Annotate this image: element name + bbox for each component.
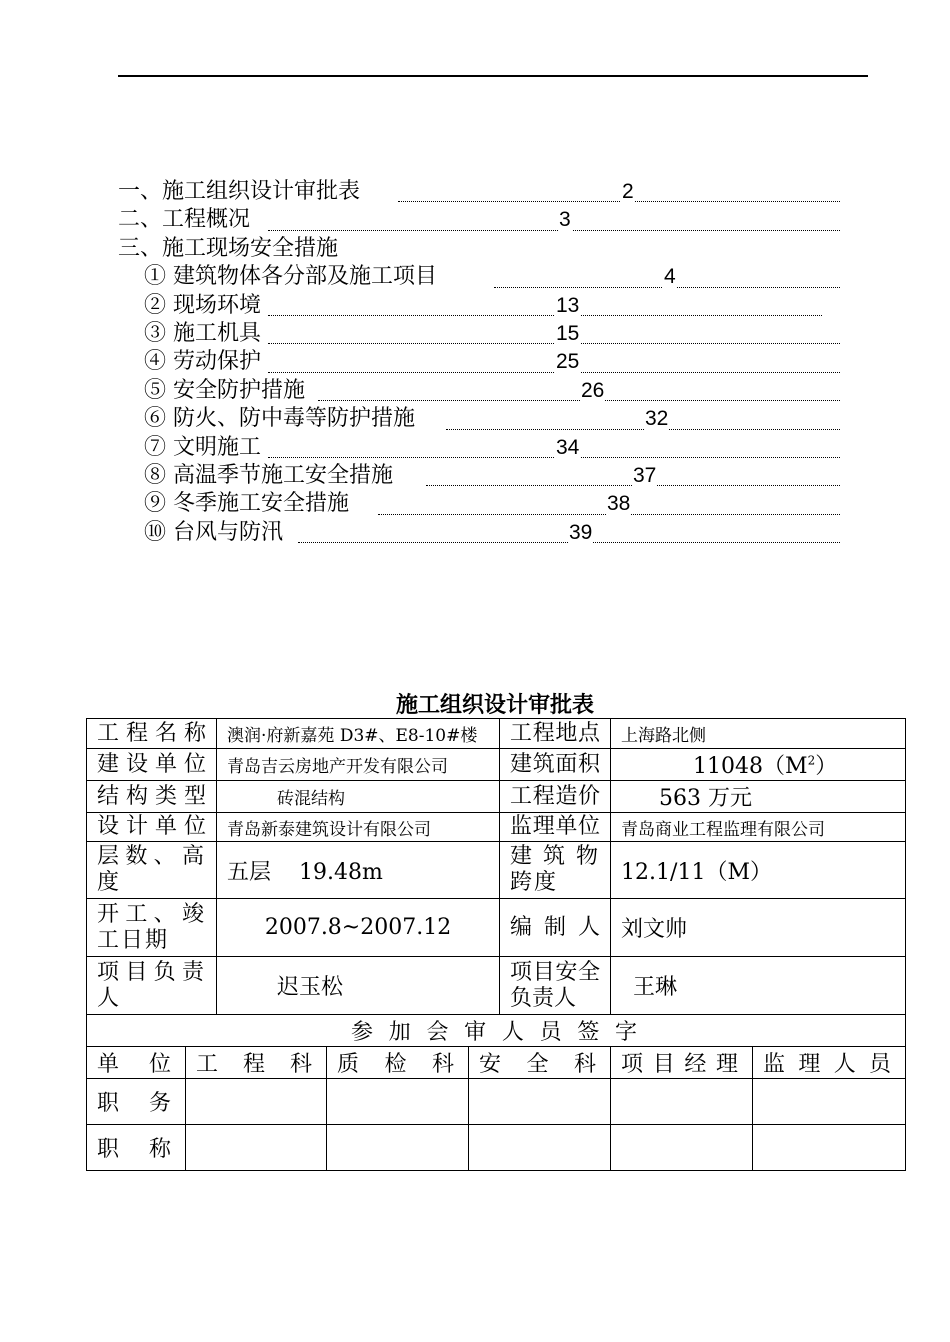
approval-table bbox=[86, 718, 906, 1171]
area-label: 建筑面积 bbox=[500, 749, 611, 781]
row-title: 职称 bbox=[87, 1125, 186, 1171]
safety-value: 王琳 bbox=[611, 957, 906, 1015]
table-of-contents bbox=[118, 178, 840, 547]
dates-label: 开工、竣工日期 bbox=[87, 899, 217, 957]
table-row bbox=[87, 842, 906, 899]
col-quality: 质检科 bbox=[327, 1047, 469, 1079]
col-unit: 单位 bbox=[87, 1047, 186, 1079]
toc-page-number: 32 bbox=[644, 405, 669, 433]
safety-label: 项目安全负责人 bbox=[500, 957, 611, 1015]
structure-label: 结构类型 bbox=[87, 781, 217, 813]
project-name-value: 澳润·府新嘉苑 D3#、E8-10#楼 bbox=[217, 719, 500, 749]
toc-entry-label: ③ 施工机具 bbox=[144, 320, 261, 346]
toc-leader-dots bbox=[268, 230, 840, 231]
sign-cell[interactable] bbox=[327, 1125, 469, 1171]
sign-cell[interactable] bbox=[753, 1125, 906, 1171]
toc-entry[interactable] bbox=[118, 405, 840, 433]
toc-leader-dots bbox=[268, 457, 840, 458]
toc-leader-dots bbox=[446, 429, 840, 430]
pm-value: 迟玉松 bbox=[217, 957, 500, 1015]
toc-entry[interactable] bbox=[118, 206, 840, 234]
toc-entry[interactable] bbox=[118, 348, 840, 376]
table-row bbox=[87, 781, 906, 813]
location-value: 上海路北侧 bbox=[611, 719, 906, 749]
toc-entry-label: 三、施工现场安全措施 bbox=[118, 235, 339, 261]
toc-entry-label: ⑤ 安全防护措施 bbox=[144, 377, 305, 403]
table-row bbox=[87, 1079, 906, 1125]
project-name-label: 工程名称 bbox=[87, 719, 217, 749]
toc-entry-label: ⑦ 文明施工 bbox=[144, 434, 261, 460]
structure-value: 砖混结构 bbox=[217, 781, 500, 813]
sign-cell[interactable] bbox=[611, 1079, 753, 1125]
toc-entry-label: ⑧ 高温季节施工安全措施 bbox=[144, 462, 393, 488]
builder-value: 青岛吉云房地产开发有限公司 bbox=[217, 749, 500, 781]
author-value: 刘文帅 bbox=[611, 899, 906, 957]
dates-value: 2007.8~2007.12 bbox=[217, 899, 500, 957]
toc-entry[interactable] bbox=[118, 292, 840, 320]
toc-page-number: 15 bbox=[555, 320, 580, 348]
toc-entry-label: 二、工程概况 bbox=[118, 207, 251, 233]
toc-entry-label: ② 现场环境 bbox=[144, 292, 261, 318]
col-safety: 安全科 bbox=[469, 1047, 611, 1079]
floors-label: 层数、高度 bbox=[87, 842, 217, 899]
area-number: 11048（M bbox=[693, 754, 808, 779]
toc-leader-dots bbox=[398, 201, 840, 202]
area-unit-exponent: 2 bbox=[807, 753, 816, 768]
col-pm: 项目经理 bbox=[611, 1047, 753, 1079]
designer-label: 设计单位 bbox=[87, 813, 217, 842]
table-row bbox=[87, 1047, 906, 1079]
row-duty: 职务 bbox=[87, 1079, 186, 1125]
toc-page-number: 13 bbox=[555, 292, 580, 320]
sign-cell[interactable] bbox=[186, 1079, 327, 1125]
pm-label: 项目负责人 bbox=[87, 957, 217, 1015]
sign-header: 参加会审人员签字 bbox=[351, 1020, 642, 1045]
toc-entry-label: ① 建筑物体各分部及施工项目 bbox=[144, 264, 437, 290]
floors-value: 五层 19.48m bbox=[217, 842, 500, 899]
toc-entry[interactable] bbox=[118, 519, 840, 547]
area-close-paren: ） bbox=[815, 754, 838, 779]
form-title: 施工组织设计审批表 bbox=[395, 693, 594, 718]
span-value: 12.1/11（M） bbox=[611, 842, 906, 899]
toc-entry-label: ④ 劳动保护 bbox=[144, 349, 261, 375]
toc-entry-label: ⑨ 冬季施工安全措施 bbox=[144, 491, 349, 517]
header-rule bbox=[118, 75, 868, 77]
sign-cell[interactable] bbox=[327, 1079, 469, 1125]
toc-leader-dots bbox=[268, 315, 822, 316]
toc-entry[interactable] bbox=[118, 235, 840, 263]
col-supervisor: 监理人员 bbox=[753, 1047, 906, 1079]
span-label: 建筑物跨度 bbox=[500, 842, 611, 899]
toc-leader-dots bbox=[268, 372, 840, 373]
toc-page-number: 26 bbox=[580, 377, 605, 405]
sign-cell[interactable] bbox=[753, 1079, 906, 1125]
toc-entry[interactable] bbox=[118, 462, 840, 490]
toc-entry[interactable] bbox=[118, 320, 840, 348]
location-label: 工程地点 bbox=[500, 719, 611, 749]
sign-cell[interactable] bbox=[469, 1079, 611, 1125]
table-row bbox=[87, 813, 906, 842]
table-row bbox=[87, 957, 906, 1015]
table-row bbox=[87, 1125, 906, 1171]
toc-entry[interactable] bbox=[118, 178, 840, 206]
toc-page-number: 34 bbox=[555, 434, 580, 462]
toc-page-number: 39 bbox=[568, 519, 593, 547]
author-label: 编制人 bbox=[500, 899, 611, 957]
cost-label: 工程造价 bbox=[500, 781, 611, 813]
area-value bbox=[611, 749, 906, 781]
table-row bbox=[87, 749, 906, 781]
table-row bbox=[87, 1015, 906, 1047]
toc-entry-label: 一、施工组织设计审批表 bbox=[118, 179, 361, 204]
toc-entry[interactable] bbox=[118, 263, 840, 291]
toc-entry[interactable] bbox=[118, 377, 840, 405]
toc-page-number: 37 bbox=[632, 462, 657, 490]
builder-label: 建设单位 bbox=[87, 749, 217, 781]
cost-value: 563 万元 bbox=[611, 781, 906, 813]
sign-cell[interactable] bbox=[186, 1125, 327, 1171]
toc-entry-label: ⑥ 防火、防中毒等防护措施 bbox=[144, 406, 415, 432]
designer-value: 青岛新泰建筑设计有限公司 bbox=[217, 813, 500, 842]
supervisor-unit-value: 青岛商业工程监理有限公司 bbox=[611, 813, 906, 842]
sign-cell[interactable] bbox=[611, 1125, 753, 1171]
toc-leader-dots bbox=[268, 343, 840, 344]
supervisor-unit-label: 监理单位 bbox=[500, 813, 611, 842]
toc-page-number: 25 bbox=[555, 348, 580, 376]
toc-page-number: 3 bbox=[558, 206, 572, 234]
toc-leader-dots bbox=[318, 400, 840, 401]
toc-page-number: 38 bbox=[606, 490, 631, 518]
toc-entry[interactable] bbox=[118, 490, 840, 518]
toc-entry[interactable] bbox=[118, 434, 840, 462]
table-row bbox=[87, 719, 906, 749]
col-engineering: 工程科 bbox=[186, 1047, 327, 1079]
toc-entry-label: ⑩ 台风与防汛 bbox=[144, 519, 283, 545]
toc-page-number: 4 bbox=[663, 263, 677, 291]
toc-page-number: 2 bbox=[621, 178, 635, 206]
sign-cell[interactable] bbox=[469, 1125, 611, 1171]
table-row bbox=[87, 899, 906, 957]
